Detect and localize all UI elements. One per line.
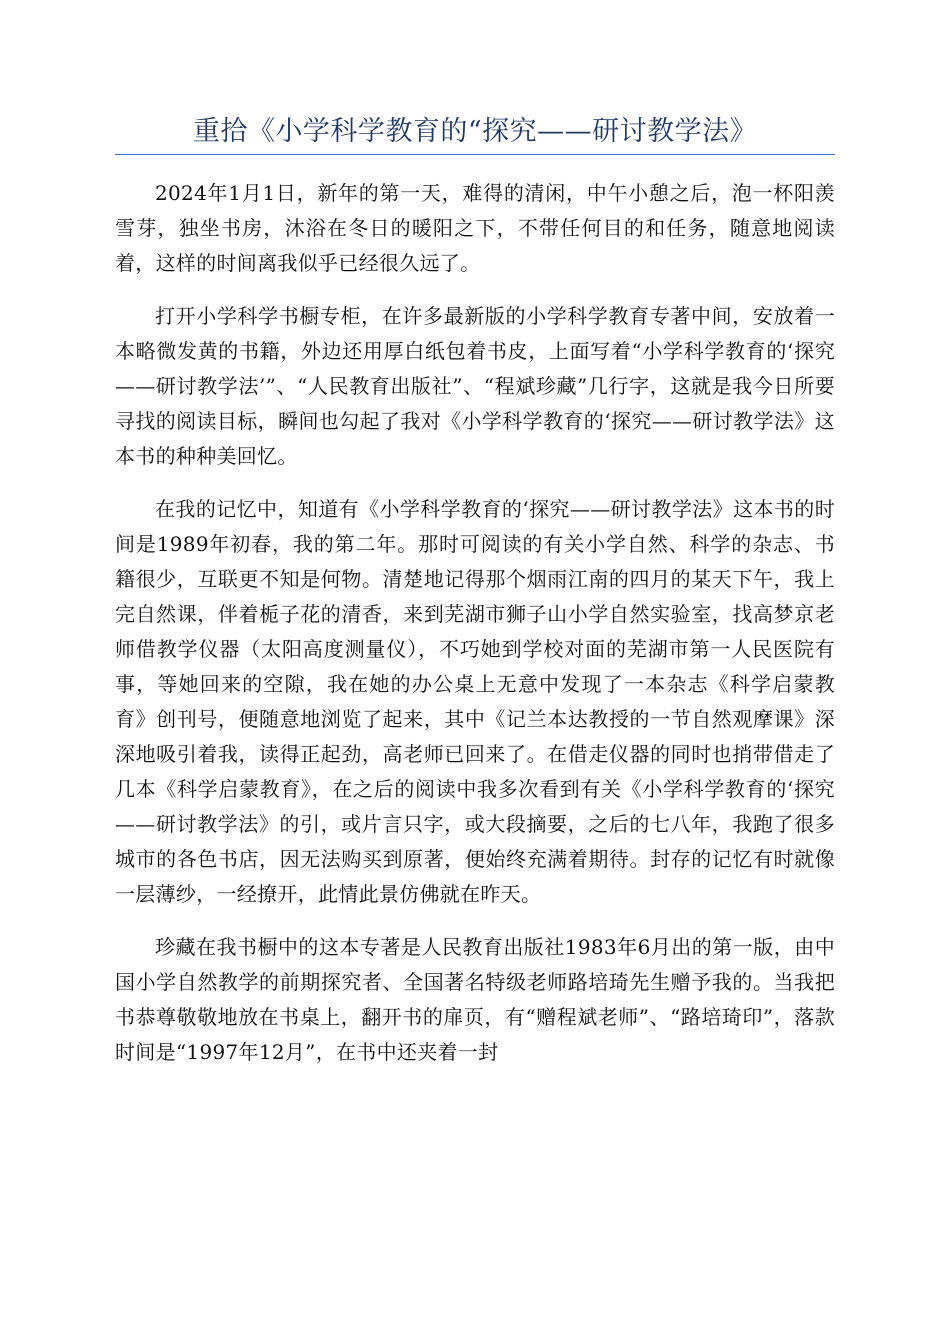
paragraph-3: 在我的记忆中，知道有《小学科学教育的‘探究——研讨教学法》这本书的时间是1989年初春，我的第二年。那时可阅读的有关小学自然、科学的杂志、书籍很少，互联更不知是何物。清楚地记得那个烟雨江南的四月的某天下午，我上完自然课，伴着栀子花的清香，来到芜湖市狮子山小学自然实验室，找高梦京老师借教学仪器（太阳高度测量仪），不巧她到学校对面的芜湖市第一人民医院有事，等她回来的空隙，我在她的办公桌上无意中发现了一本杂志《科学启蒙教育》创刊号，便随意地浏览了起来，其中《记兰本达教授的一节自然观摩课》深深地吸引着我，读得正起劲，高老师已回来了。在借走仪器的同时也捎带借走了几本《科学启蒙教育》，在之后的阅读中我多次看到有关《小学科学教育的‘探究——研讨教学法》的引，或片言只字，或大段摘要，之后的七八年，我跑了很多城市的各色书店，因无法购买到原著，便始终充满着期待。封存的记忆有时就像一层薄纱，一经撩开，此情此景仿佛就在昨天。 xyxy=(115,497,835,906)
document-title: 重拾《小学科学教育的“探究——研讨教学法》 xyxy=(192,116,758,147)
document-body xyxy=(115,176,835,1088)
paragraph-2: 打开小学科学书橱专柜，在许多最新版的小学科学教育专著中间，安放着一本略微发黄的书籍，外边还用厚白纸包着书皮，上面写着“小学科学教育的‘探究——研讨教学法’”、“人民教育出版社”、“程斌珍藏”几行字，这就是我今日所要寻找的阅读目标，瞬间也勾起了我对《小学科学教育的‘探究——研讨教学法》这本书的种种美回忆。 xyxy=(115,304,835,468)
paragraph-4: 珍藏在我书橱中的这本专著是人民教育出版社1983年6月出的第一版，由中国小学自然教学的前期探究者、全国著名特级老师路培琦先生赠予我的。当我把书恭尊敬敬地放在书桌上，翻开书的扉页，有“赠程斌老师”、“路培琦印”，落款时间是“1997年12月”，在书中还夹着一封 xyxy=(115,935,835,1064)
title-underline xyxy=(115,154,835,155)
paragraph-1: 2024年1月1日，新年的第一天，难得的清闲，中午小憩之后，泡一杯阳羡雪芽，独坐书房，沐浴在冬日的暖阳之下，不带任何目的和任务，随意地阅读着，这样的时间离我似乎已经很久远了。 xyxy=(115,181,835,275)
